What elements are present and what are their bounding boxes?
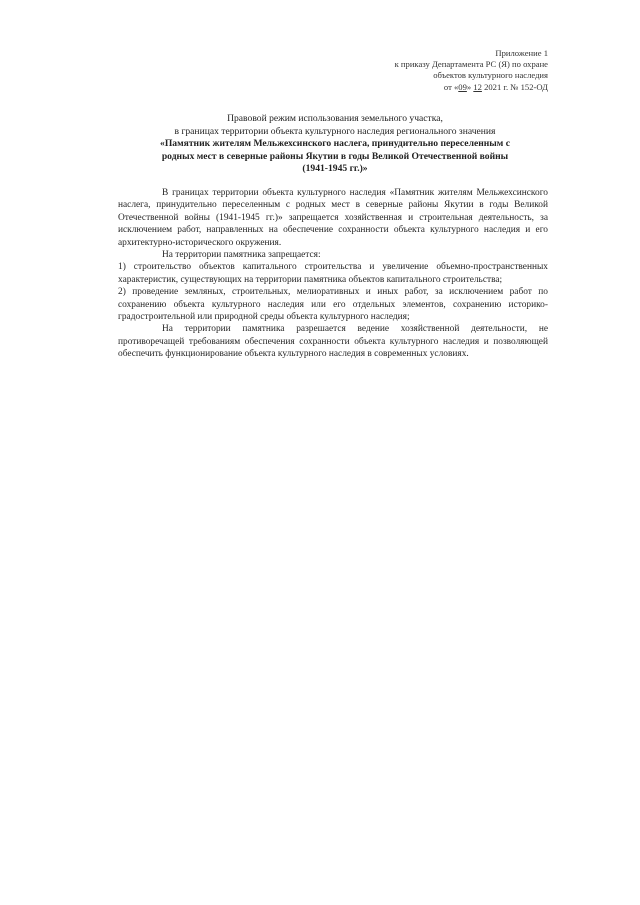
paragraph-1: В границах территории объекта культурного наследия «Памятник жителям Мельжехсинского наслега, принудительно переселенным с родных мест в северные районы Якутии в годы Великой Отечественной войны (1941-1945 гг.)» запрещается хозяйственная и строительная деятельность, за исключением работ, направленных на обеспечение сохранности объекта культурного наследия и его архитектурно-исторического окружения. — [118, 188, 548, 248]
date-prefix: от « — [443, 81, 459, 92]
appendix-department: объектов культурного наследия — [433, 70, 548, 81]
paragraph-2: На территории памятника запрещается: — [162, 250, 321, 261]
title-line-5: (1941-1945 гг.)» — [302, 163, 368, 175]
date-suffix: 2021 г. № 152-ОД — [481, 81, 548, 92]
appendix-order-ref: к приказу Департамента РС (Я) по охране — [394, 59, 548, 70]
title-line-1: Правовой режим использования земельного участка, — [227, 113, 443, 124]
appendix-header — [328, 48, 548, 93]
paragraph-3: На территории памятника разрешается ведение хозяйственной деятельности, не противоречащей требованиям обеспечения сохранности объекта культурного наследия и позволяющей обеспечить функционирование объекта культурного наследия в современных условиях. — [118, 324, 548, 360]
title-line-2: в границах территории объекта культурного наследия регионального значения — [174, 125, 496, 137]
date-mid: » — [466, 81, 474, 92]
list-item-1: 1) строительство объектов капитального строительства и увеличение объемно-пространственных характеристик, существующих на территории памятника объектов капитального строительства; — [118, 262, 548, 285]
date-month: 12 — [473, 81, 482, 92]
appendix-date-number — [328, 82, 548, 93]
appendix-label: Приложение 1 — [495, 48, 548, 58]
title-line-4: родных мест в северные районы Якутии в годы Великой Отечественной войны — [161, 150, 509, 162]
document-title — [120, 113, 550, 176]
title-line-3: «Памятник жителям Мельжехсинского наслега, принудительно переселенным с — [160, 138, 510, 150]
list-item-2: 2) проведение земляных, строительных, мелиоративных и иных работ, за исключением работ по сохранению объекта культурного наследия или его отдельных элементов, сохранению историко-градостроительной или природной среды объекта культурного наследия; — [118, 287, 548, 323]
date-day: 09 — [458, 81, 467, 92]
document-body — [118, 187, 548, 361]
